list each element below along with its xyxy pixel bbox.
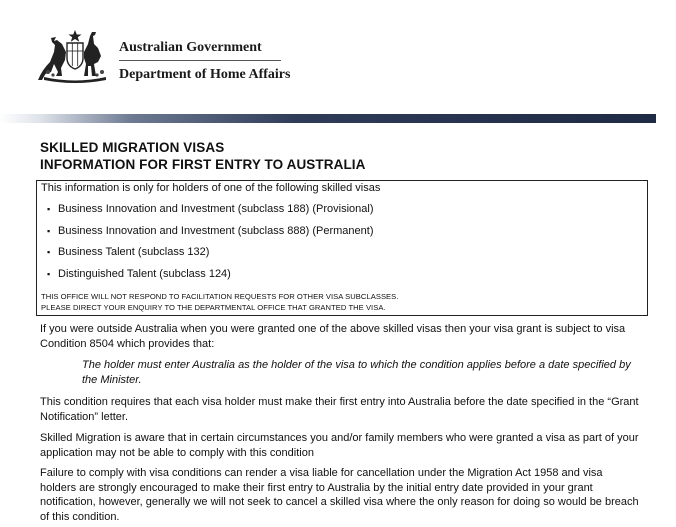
- list-item: ▪ Business Innovation and Investment (subclass 188) (Provisional): [47, 202, 374, 224]
- letterhead: [0, 0, 676, 114]
- page-title: [40, 139, 366, 173]
- government-name: Australian Government: [119, 40, 262, 55]
- title-line-1: SKILLED MIGRATION VISAS: [40, 140, 225, 155]
- box-intro: This information is only for holders of one of the following skilled visas: [41, 182, 381, 194]
- department-name: Department of Home Affairs: [119, 67, 291, 82]
- paragraph-circumstances: Skilled Migration is aware that in certain circumstances you and/or family members who were granted a visa as part of your application may not be able to comply with this condition: [40, 432, 639, 459]
- list-item: ▪ Distinguished Talent (subclass 124): [47, 267, 374, 289]
- header-band: [0, 114, 656, 123]
- letterhead-divider: [119, 60, 281, 61]
- list-item: ▪ Business Innovation and Investment (subclass 888) (Permanent): [47, 224, 374, 246]
- paragraph-condition-intro: If you were outside Australia when you were granted one of the above skilled visas then your visa grant is subject to visa Condition 8504 which provides that:: [40, 323, 626, 350]
- notice-line-2: PLEASE DIRECT YOUR ENQUIRY TO THE DEPARTMENTAL OFFICE THAT GRANTED THE VISA.: [41, 303, 386, 312]
- paragraph-compliance: Failure to comply with visa conditions can render a visa liable for cancellation under the Migration Act 1958 and visa holders are strongly encouraged to make their first entry to Australia by the initial entry date provided in your grant notification, however, generally we will not seek to cancel a skilled visa where the only reason for doing so would be breach of this condition.: [40, 467, 639, 523]
- eligible-visas-box: [36, 180, 648, 316]
- office-notice: [41, 291, 398, 313]
- condition-quote: The holder must enter Australia as the holder of the visa to which the condition applies before a date specified by the Minister.: [82, 359, 631, 386]
- title-line-2: INFORMATION FOR FIRST ENTRY TO AUSTRALIA: [40, 157, 366, 172]
- list-item: ▪ Business Talent (subclass 132): [47, 245, 374, 267]
- notice-line-1: THIS OFFICE WILL NOT RESPOND TO FACILITATION REQUESTS FOR OTHER VISA SUBCLASSES.: [41, 292, 399, 301]
- coat-of-arms-icon: [36, 28, 114, 84]
- visa-list: [47, 202, 374, 288]
- paragraph-condition-requirement: This condition requires that each visa holder must make their first entry into Australia before the date specified in the “Grant Notification” letter.: [40, 396, 639, 423]
